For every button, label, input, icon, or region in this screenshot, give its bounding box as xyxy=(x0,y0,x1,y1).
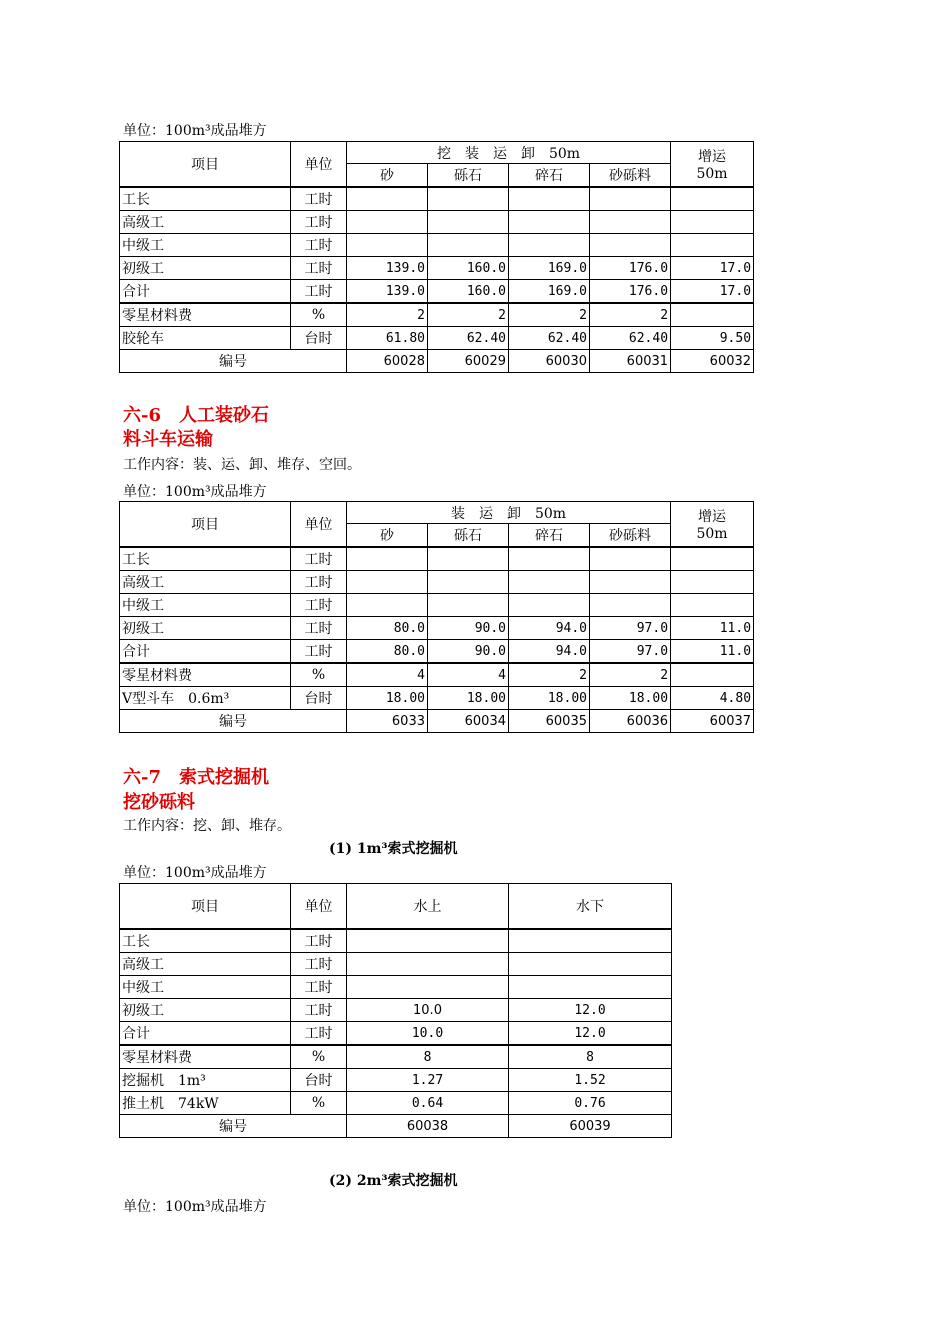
row-name: 合计 xyxy=(120,1022,291,1046)
code-row xyxy=(120,350,754,373)
cell xyxy=(509,211,590,234)
code-cell: 6033 xyxy=(347,710,428,733)
row-unit: % xyxy=(291,1092,347,1115)
code-label: 编号 xyxy=(120,1115,347,1138)
row-name: 推土机 74kW xyxy=(120,1092,291,1115)
table-row xyxy=(120,1045,672,1069)
code-row xyxy=(120,710,754,733)
row-unit: % xyxy=(291,1045,347,1069)
table-row xyxy=(120,953,672,976)
row-name: 零星材料费 xyxy=(120,1045,291,1069)
row-name: 挖掘机 1m³ xyxy=(120,1069,291,1092)
cell: 94.0 xyxy=(509,640,590,664)
row-name: 中级工 xyxy=(120,234,291,257)
row-unit: 工时 xyxy=(291,571,347,594)
row-unit: 工时 xyxy=(291,1022,347,1046)
table-row xyxy=(120,234,754,257)
row-unit: 工时 xyxy=(291,976,347,999)
row-name: 初级工 xyxy=(120,257,291,280)
row-name: 高级工 xyxy=(120,211,291,234)
code-label: 编号 xyxy=(120,710,347,733)
table-row xyxy=(120,594,754,617)
code-cell: 60039 xyxy=(509,1115,672,1138)
cell: 80.0 xyxy=(347,640,428,664)
cell xyxy=(590,571,671,594)
code-cell: 60038 xyxy=(347,1115,509,1138)
header-item: 项目 xyxy=(120,142,291,188)
row-name: 合计 xyxy=(120,280,291,304)
cell xyxy=(509,234,590,257)
row-unit: 台时 xyxy=(291,1069,347,1092)
cell: 2 xyxy=(509,303,590,327)
cell: 18.00 xyxy=(347,687,428,710)
cell xyxy=(347,234,428,257)
row-unit: 台时 xyxy=(291,687,347,710)
cell xyxy=(671,211,754,234)
header-extra: 增运 50m xyxy=(671,502,754,548)
code-cell: 60028 xyxy=(347,350,428,373)
subsection-title: (1) 1m³索式挖掘机 xyxy=(329,841,458,857)
cell xyxy=(428,234,509,257)
code-cell: 60035 xyxy=(509,710,590,733)
header-col: 砂砾料 xyxy=(590,524,671,547)
cell: 2 xyxy=(590,663,671,687)
row-unit: 工时 xyxy=(291,547,347,571)
header-col: 碎石 xyxy=(509,524,590,547)
table-row xyxy=(120,547,754,571)
cell xyxy=(347,187,428,211)
cell: 4 xyxy=(347,663,428,687)
header-unit: 单位 xyxy=(291,884,347,930)
code-cell: 60037 xyxy=(671,710,754,733)
code-cell: 60032 xyxy=(671,350,754,373)
cell xyxy=(347,929,509,953)
header-group: 装 运 卸 50m xyxy=(347,502,671,524)
cell xyxy=(671,303,754,327)
unit-label-4: 单位：100m³成品堆方 xyxy=(123,1199,267,1215)
cell xyxy=(509,187,590,211)
row-name: 零星材料费 xyxy=(120,663,291,687)
row-name: 初级工 xyxy=(120,999,291,1022)
cell xyxy=(347,571,428,594)
cell: 10.0 xyxy=(347,999,509,1022)
header-col: 砂 xyxy=(347,164,428,187)
section-title: 六-6 人工装砂石 xyxy=(123,405,269,426)
cell xyxy=(347,594,428,617)
cell xyxy=(590,547,671,571)
unit-label-3: 单位：100m³成品堆方 xyxy=(123,865,267,881)
table-row xyxy=(120,687,754,710)
table-row xyxy=(120,1092,672,1115)
cell xyxy=(428,594,509,617)
table-row xyxy=(120,617,754,640)
quota-table-2 xyxy=(119,501,754,733)
table-row xyxy=(120,303,754,327)
table-row xyxy=(120,1022,672,1046)
cell xyxy=(671,187,754,211)
cell: 10.0 xyxy=(347,1022,509,1046)
code-cell: 60029 xyxy=(428,350,509,373)
cell: 2 xyxy=(590,303,671,327)
cell: 8 xyxy=(509,1045,672,1069)
work-content: 工作内容：装、运、卸、堆存、空回。 xyxy=(123,457,361,473)
cell xyxy=(347,953,509,976)
cell: 4 xyxy=(428,663,509,687)
cell: 17.0 xyxy=(671,257,754,280)
cell: 80.0 xyxy=(347,617,428,640)
header-group: 挖 装 运 卸 50m xyxy=(347,142,671,164)
cell xyxy=(509,547,590,571)
cell: 169.0 xyxy=(509,257,590,280)
cell: 160.0 xyxy=(428,257,509,280)
row-name: 工长 xyxy=(120,547,291,571)
table-row xyxy=(120,976,672,999)
row-unit: 工时 xyxy=(291,187,347,211)
cell: 139.0 xyxy=(347,280,428,304)
cell: 139.0 xyxy=(347,257,428,280)
cell: 160.0 xyxy=(428,280,509,304)
row-unit: 工时 xyxy=(291,953,347,976)
cell xyxy=(428,187,509,211)
row-name: 工长 xyxy=(120,929,291,953)
cell: 169.0 xyxy=(509,280,590,304)
cell xyxy=(509,929,672,953)
cell xyxy=(671,571,754,594)
cell xyxy=(671,663,754,687)
table-row xyxy=(120,640,754,664)
cell xyxy=(509,976,672,999)
row-unit: 工时 xyxy=(291,211,347,234)
quota-table-1 xyxy=(119,141,754,373)
cell: 11.0 xyxy=(671,617,754,640)
header-col: 砂砾料 xyxy=(590,164,671,187)
row-unit: % xyxy=(291,663,347,687)
code-cell: 60036 xyxy=(590,710,671,733)
code-cell: 60034 xyxy=(428,710,509,733)
table-row xyxy=(120,327,754,350)
cell: 2 xyxy=(347,303,428,327)
row-unit: 工时 xyxy=(291,617,347,640)
cell xyxy=(347,547,428,571)
cell xyxy=(347,211,428,234)
cell xyxy=(590,594,671,617)
cell: 90.0 xyxy=(428,640,509,664)
cell: 176.0 xyxy=(590,257,671,280)
cell: 12.0 xyxy=(509,1022,672,1046)
row-unit: 工时 xyxy=(291,929,347,953)
cell: 1.27 xyxy=(347,1069,509,1092)
subsection-title: (2) 2m³索式挖掘机 xyxy=(329,1173,458,1189)
row-name: 中级工 xyxy=(120,594,291,617)
row-unit: 工时 xyxy=(291,999,347,1022)
cell: 97.0 xyxy=(590,640,671,664)
cell: 18.00 xyxy=(428,687,509,710)
row-name: 中级工 xyxy=(120,976,291,999)
header-extra: 增运 50m xyxy=(671,142,754,188)
quota-table-3 xyxy=(119,883,672,1138)
cell xyxy=(347,976,509,999)
row-unit: 工时 xyxy=(291,257,347,280)
section-subtitle: 挖砂砾料 xyxy=(123,792,195,813)
table-row xyxy=(120,999,672,1022)
cell xyxy=(509,594,590,617)
table-row xyxy=(120,929,672,953)
header-col: 水下 xyxy=(509,884,672,930)
cell: 90.0 xyxy=(428,617,509,640)
row-unit: 工时 xyxy=(291,594,347,617)
row-name: 高级工 xyxy=(120,571,291,594)
cell: 1.52 xyxy=(509,1069,672,1092)
cell: 62.40 xyxy=(590,327,671,350)
header-col: 砾石 xyxy=(428,524,509,547)
row-name: 高级工 xyxy=(120,953,291,976)
unit-label-1: 单位：100m³成品堆方 xyxy=(123,123,267,139)
table-row xyxy=(120,187,754,211)
row-unit: 工时 xyxy=(291,234,347,257)
cell: 0.76 xyxy=(509,1092,672,1115)
work-content: 工作内容：挖、卸、堆存。 xyxy=(123,818,291,834)
row-unit: 工时 xyxy=(291,280,347,304)
unit-label-2: 单位：100m³成品堆方 xyxy=(123,484,267,500)
header-col: 砾石 xyxy=(428,164,509,187)
row-unit: % xyxy=(291,303,347,327)
cell: 18.00 xyxy=(590,687,671,710)
cell: 62.40 xyxy=(428,327,509,350)
cell xyxy=(671,547,754,571)
section-title: 六-7 索式挖掘机 xyxy=(123,767,269,788)
row-name: 胶轮车 xyxy=(120,327,291,350)
cell: 8 xyxy=(347,1045,509,1069)
section-subtitle: 料斗车运输 xyxy=(123,429,213,450)
cell xyxy=(590,234,671,257)
row-unit: 台时 xyxy=(291,327,347,350)
header-unit: 单位 xyxy=(291,502,347,548)
code-row xyxy=(120,1115,672,1138)
row-name: 零星材料费 xyxy=(120,303,291,327)
cell: 4.80 xyxy=(671,687,754,710)
cell xyxy=(428,571,509,594)
cell: 18.00 xyxy=(509,687,590,710)
table-row xyxy=(120,280,754,304)
row-name: 工长 xyxy=(120,187,291,211)
cell xyxy=(671,234,754,257)
header-col: 碎石 xyxy=(509,164,590,187)
cell: 0.64 xyxy=(347,1092,509,1115)
cell xyxy=(428,211,509,234)
header-unit: 单位 xyxy=(291,142,347,188)
code-label: 编号 xyxy=(120,350,347,373)
row-name: V型斗车 0.6m³ xyxy=(120,687,291,710)
header-col: 水上 xyxy=(347,884,509,930)
cell xyxy=(509,571,590,594)
cell: 12.0 xyxy=(509,999,672,1022)
cell: 2 xyxy=(509,663,590,687)
cell: 2 xyxy=(428,303,509,327)
header-col: 砂 xyxy=(347,524,428,547)
table-row xyxy=(120,1069,672,1092)
cell: 9.50 xyxy=(671,327,754,350)
row-name: 初级工 xyxy=(120,617,291,640)
cell xyxy=(590,211,671,234)
cell: 11.0 xyxy=(671,640,754,664)
header-item: 项目 xyxy=(120,502,291,548)
cell: 176.0 xyxy=(590,280,671,304)
table-row xyxy=(120,257,754,280)
code-cell: 60030 xyxy=(509,350,590,373)
cell: 94.0 xyxy=(509,617,590,640)
cell: 17.0 xyxy=(671,280,754,304)
cell: 62.40 xyxy=(509,327,590,350)
cell: 97.0 xyxy=(590,617,671,640)
row-unit: 工时 xyxy=(291,640,347,664)
cell xyxy=(509,953,672,976)
row-name: 合计 xyxy=(120,640,291,664)
cell xyxy=(671,594,754,617)
table-row xyxy=(120,571,754,594)
code-cell: 60031 xyxy=(590,350,671,373)
table-row xyxy=(120,663,754,687)
cell: 61.80 xyxy=(347,327,428,350)
table-row xyxy=(120,211,754,234)
header-item: 项目 xyxy=(120,884,291,930)
cell xyxy=(428,547,509,571)
cell xyxy=(590,187,671,211)
